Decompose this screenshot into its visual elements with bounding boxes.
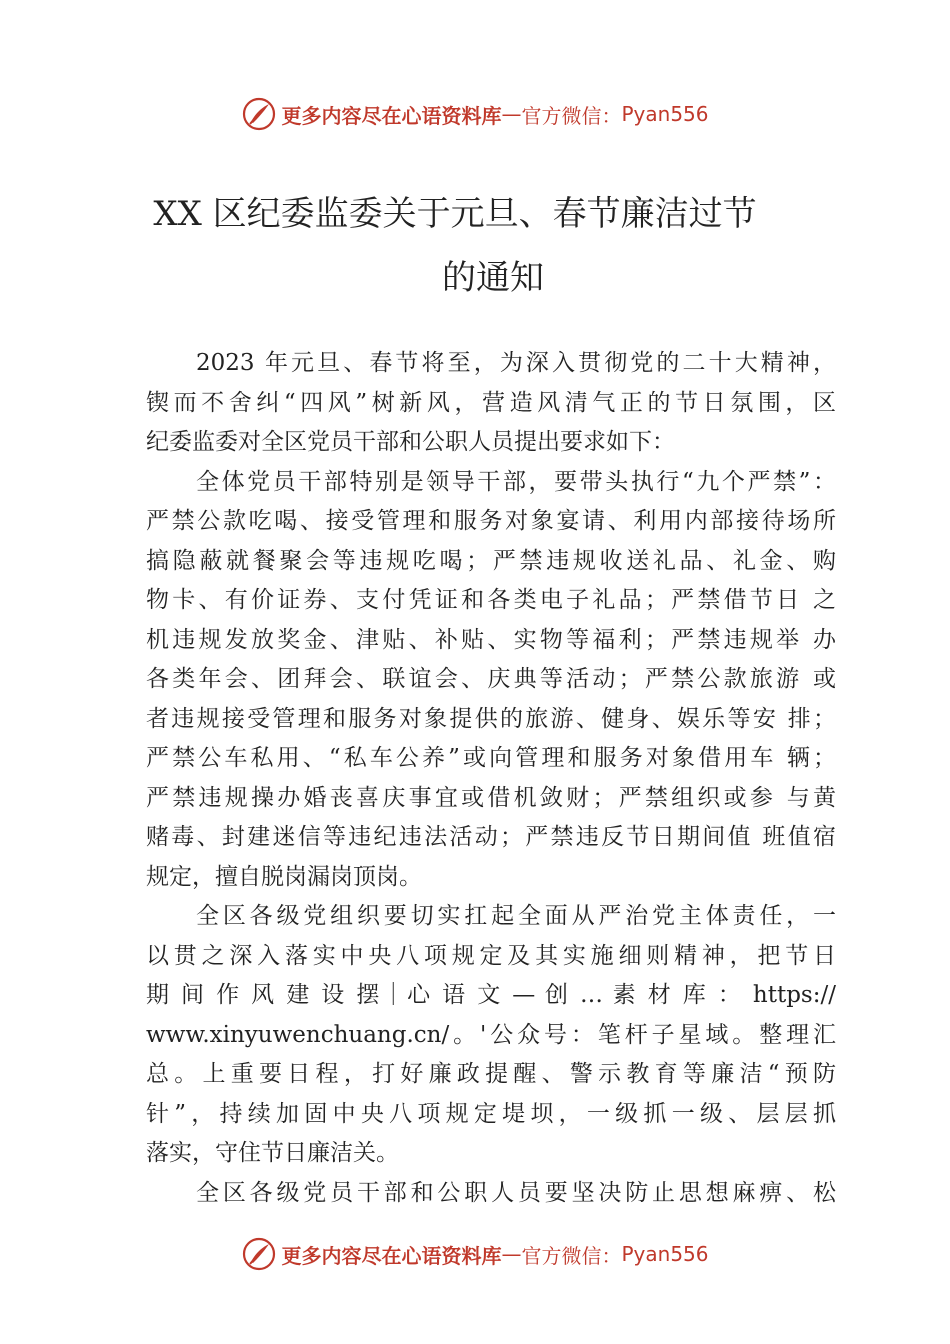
body-line: 赌毒、封建迷信等违纪违法活动；严禁违反节日期间值 班值宿 — [146, 824, 836, 850]
body-line: 全体党员干部特别是领导干部，要带头执行“九个严禁”： — [196, 468, 836, 495]
banner-wechat-label: 官方微信： — [521, 103, 622, 128]
banner-dash: — — [501, 102, 522, 126]
body-line: 严禁公款吃喝、接受管理和服务对象宴请、利用内部接待场所 — [146, 508, 836, 534]
document-title-line-1: XX 区纪委监委关于元旦、春节廉洁过节 — [153, 194, 757, 234]
body-line: 搞隐蔽就餐聚会等违规吃喝；严禁违规收送礼品、礼金、购 — [146, 547, 836, 574]
footer-watermark-banner — [0, 1232, 950, 1276]
body-line: 严禁违规操办婚丧喜庆事宜或借机敛财；严禁组织或参 与黄 — [146, 784, 836, 811]
body-line: www.xinyuwenchuang.cn/。'公众号：笔杆子星域。整理汇 — [146, 1021, 836, 1048]
body-line: 纪委监委对全区党员干部和公职人员提出要求如下： — [146, 429, 675, 455]
body-line: 锲而不舍纠“四风”树新风，营造风清气正的节日氛围，区 — [146, 389, 836, 416]
body-line: 各类年会、团拜会、联谊会、庆典等活动；严禁公款旅游 或 — [146, 666, 836, 692]
body-line: 规定，擅自脱岗漏岗顶岗。 — [146, 863, 422, 890]
body-line: 以贯之深入落实中央八项规定及其实施细则精神，把节日 — [146, 942, 836, 969]
banner-wechat-label: 官方微信： — [521, 1243, 622, 1268]
body-line: 者违规接受管理和服务对象提供的旅游、健身、娱乐等安 排； — [146, 705, 836, 732]
body-line: 全区各级党员干部和公职人员要坚决防止思想麻痹、松 — [196, 1179, 836, 1206]
banner-wechat-id: Pyan556 — [621, 1242, 709, 1266]
body-line: 总。上重要日程，打好廉政提醒、警示教育等廉洁“预防 — [146, 1061, 836, 1087]
body-line: 严禁公车私用、“私车公养”或向管理和服务对象借用车 辆； — [146, 745, 836, 771]
body-line: 针”，持续加固中央八项规定堤坝，一级抓一级、层层抓 — [146, 1100, 836, 1127]
banner-main-text: 更多内容尽在心语资料库 — [281, 103, 502, 128]
header-watermark-banner — [0, 92, 950, 136]
body-line: 期 间 作 风 建 设 摆｜心 语 文 — 创 … 素 材 库 ： https:// — [146, 982, 836, 1008]
banner-wechat-id: Pyan556 — [621, 102, 709, 126]
document-body — [146, 344, 836, 1213]
body-line: 机违规发放奖金、津贴、补贴、实物等福利；严禁违规举 办 — [146, 626, 836, 653]
quill-logo-icon — [241, 96, 277, 132]
body-line: 物卡、有价证券、支付凭证和各类电子礼品；严禁借节日 之 — [146, 587, 836, 613]
body-line: 落实，守住节日廉洁关。 — [146, 1140, 399, 1166]
banner-dash: — — [501, 1242, 522, 1266]
banner-main-text: 更多内容尽在心语资料库 — [281, 1243, 502, 1268]
body-line: 2023 年元旦、春节将至，为深入贯彻党的二十大精神， — [196, 350, 836, 376]
body-line: 全区各级党组织要切实扛起全面从严治党主体责任，一 — [196, 903, 836, 929]
quill-logo-icon — [241, 1236, 277, 1272]
document-title-line-2: 的通知 — [442, 258, 544, 298]
